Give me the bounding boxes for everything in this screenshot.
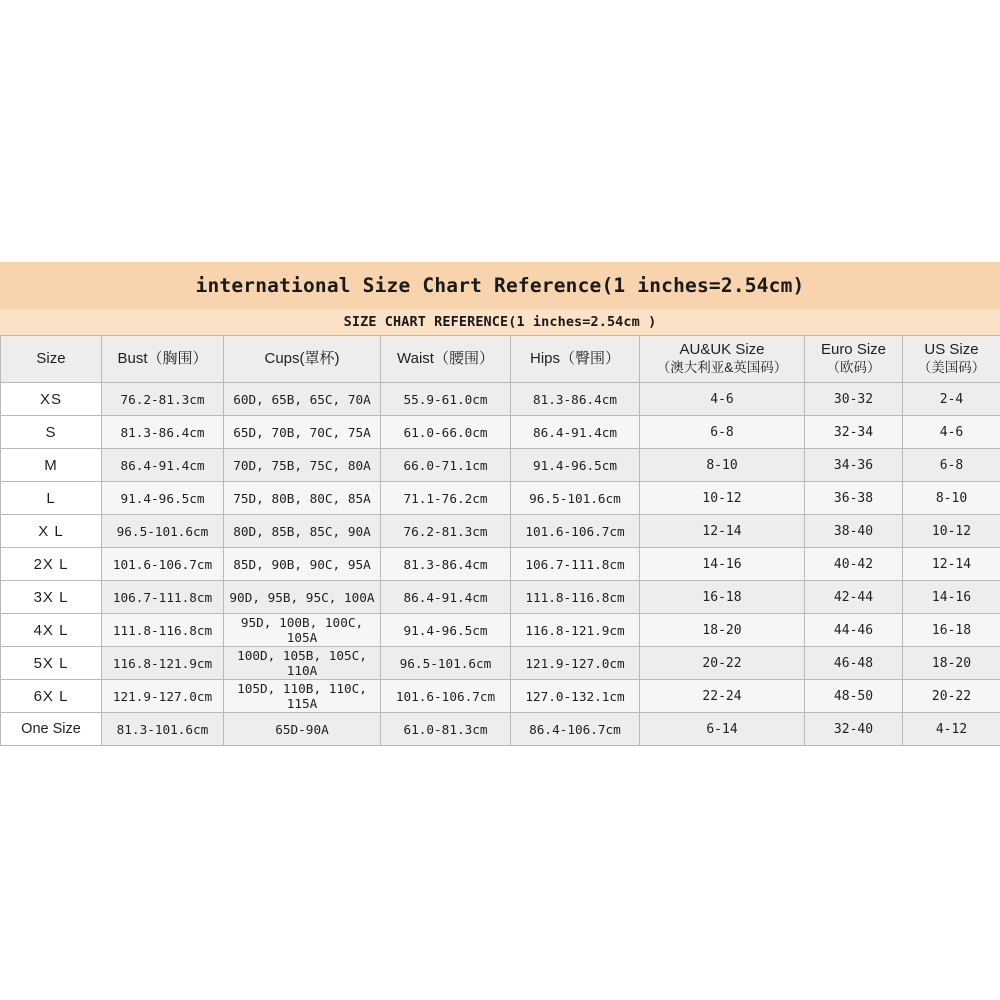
cell-hips: 121.9-127.0cm [511,647,640,680]
column-header-waist [381,336,511,383]
header-row [1,336,1000,383]
cell-auuk: 22-24 [640,680,805,713]
table-row [1,581,1000,614]
cell-bust: 121.9-127.0cm [102,680,224,713]
cell-bust: 101.6-106.7cm [102,548,224,581]
table-row [1,383,1000,416]
cell-cups: 70D, 75B, 75C, 80A [224,449,381,482]
cell-waist: 76.2-81.3cm [381,515,511,548]
column-header-hips-label: Hips [529,349,560,367]
cell-cups: 75D, 80B, 80C, 85A [224,482,381,515]
cell-hips: 106.7-111.8cm [511,548,640,581]
column-header-size [1,336,102,383]
cell-euro: 48-50 [805,680,903,713]
cell-size: 6X L [1,680,102,713]
cell-euro: 32-34 [805,416,903,449]
chart-subtitle-band [0,309,1000,335]
table-row [1,449,1000,482]
cell-size: S [1,416,102,449]
table-row [1,482,1000,515]
cell-auuk: 10-12 [640,482,805,515]
column-header-bust [102,336,224,383]
cell-cups: 65D, 70B, 70C, 75A [224,416,381,449]
cell-auuk: 14-16 [640,548,805,581]
cell-hips: 91.4-96.5cm [511,449,640,482]
cell-us: 20-22 [903,680,1000,713]
cell-bust: 81.3-86.4cm [102,416,224,449]
cell-auuk: 6-14 [640,713,805,746]
cell-size: 3X L [1,581,102,614]
cell-cups: 105D, 110B, 110C, 115A [224,680,381,713]
cell-euro: 36-38 [805,482,903,515]
size-chart-table [0,335,1000,746]
cell-euro: 30-32 [805,383,903,416]
cell-hips: 127.0-132.1cm [511,680,640,713]
cell-bust: 106.7-111.8cm [102,581,224,614]
column-header-cups-label: Cups [264,349,300,367]
cell-waist: 81.3-86.4cm [381,548,511,581]
cell-hips: 96.5-101.6cm [511,482,640,515]
table-row [1,713,1000,746]
column-header-euro-label: Euro Size [820,341,887,359]
column-header-cups-cn: (罩杯) [299,349,340,367]
column-header-auuk-label: AU&UK Size [679,341,765,359]
cell-euro: 42-44 [805,581,903,614]
cell-auuk: 20-22 [640,647,805,680]
cell-size: 5X L [1,647,102,680]
column-header-size-label: Size [36,349,66,367]
column-header-hips [511,336,640,383]
cell-euro: 44-46 [805,614,903,647]
column-header-bust-label: Bust [117,349,148,367]
cell-hips: 81.3-86.4cm [511,383,640,416]
cell-euro: 40-42 [805,548,903,581]
cell-bust: 111.8-116.8cm [102,614,224,647]
cell-size: 4X L [1,614,102,647]
table-row [1,680,1000,713]
cell-waist: 86.4-91.4cm [381,581,511,614]
cell-us: 4-6 [903,416,1000,449]
column-header-auuk [640,336,805,383]
cell-hips: 111.8-116.8cm [511,581,640,614]
chart-title-band [0,262,1000,309]
cell-waist: 101.6-106.7cm [381,680,511,713]
cell-auuk: 4-6 [640,383,805,416]
cell-bust: 76.2-81.3cm [102,383,224,416]
cell-us: 14-16 [903,581,1000,614]
cell-bust: 81.3-101.6cm [102,713,224,746]
column-header-us [903,336,1000,383]
column-header-waist-label: Waist [397,349,434,367]
cell-size: XS [1,383,102,416]
table-row [1,515,1000,548]
column-header-us-cn: （美国码） [917,359,986,375]
column-header-waist-cn: （腰围） [433,349,494,367]
cell-auuk: 8-10 [640,449,805,482]
column-header-hips-cn: （臀围） [560,349,621,367]
column-header-euro [805,336,903,383]
cell-hips: 101.6-106.7cm [511,515,640,548]
table-row [1,647,1000,680]
cell-bust: 116.8-121.9cm [102,647,224,680]
cell-waist: 66.0-71.1cm [381,449,511,482]
cell-waist: 91.4-96.5cm [381,614,511,647]
cell-waist: 96.5-101.6cm [381,647,511,680]
cell-cups: 60D, 65B, 65C, 70A [224,383,381,416]
cell-bust: 91.4-96.5cm [102,482,224,515]
cell-size: X L [1,515,102,548]
cell-us: 16-18 [903,614,1000,647]
column-header-bust-cn: （胸围） [147,349,208,367]
cell-bust: 96.5-101.6cm [102,515,224,548]
cell-hips: 86.4-91.4cm [511,416,640,449]
cell-us: 12-14 [903,548,1000,581]
cell-cups: 65D-90A [224,713,381,746]
cell-auuk: 18-20 [640,614,805,647]
cell-euro: 38-40 [805,515,903,548]
cell-us: 2-4 [903,383,1000,416]
table-row [1,548,1000,581]
column-header-auuk-cn: （澳大利亚&英国码） [656,359,788,375]
cell-bust: 86.4-91.4cm [102,449,224,482]
cell-us: 18-20 [903,647,1000,680]
cell-cups: 95D, 100B, 100C, 105A [224,614,381,647]
cell-cups: 90D, 95B, 95C, 100A [224,581,381,614]
cell-euro: 46-48 [805,647,903,680]
cell-waist: 61.0-66.0cm [381,416,511,449]
cell-waist: 71.1-76.2cm [381,482,511,515]
table-body [1,383,1000,746]
table-header [1,336,1000,383]
cell-waist: 61.0-81.3cm [381,713,511,746]
column-header-euro-cn: （欧码） [826,359,881,375]
cell-cups: 85D, 90B, 90C, 95A [224,548,381,581]
cell-euro: 34-36 [805,449,903,482]
cell-waist: 55.9-61.0cm [381,383,511,416]
table-row [1,416,1000,449]
cell-size: L [1,482,102,515]
cell-cups: 100D, 105B, 105C, 110A [224,647,381,680]
cell-us: 10-12 [903,515,1000,548]
column-header-us-label: US Size [924,341,979,359]
cell-auuk: 16-18 [640,581,805,614]
cell-hips: 86.4-106.7cm [511,713,640,746]
chart-subtitle: SIZE CHART REFERENCE(1 inches=2.54cm ) [343,314,657,330]
chart-title: international Size Chart Reference(1 inches=2.54cm) [195,273,805,297]
cell-us: 8-10 [903,482,1000,515]
table-row [1,614,1000,647]
size-chart-container [0,262,1000,746]
cell-cups: 80D, 85B, 85C, 90A [224,515,381,548]
cell-auuk: 6-8 [640,416,805,449]
cell-euro: 32-40 [805,713,903,746]
cell-size: 2X L [1,548,102,581]
cell-hips: 116.8-121.9cm [511,614,640,647]
cell-us: 6-8 [903,449,1000,482]
column-header-cups [224,336,381,383]
cell-us: 4-12 [903,713,1000,746]
cell-size: One Size [1,713,102,746]
cell-size: M [1,449,102,482]
cell-auuk: 12-14 [640,515,805,548]
